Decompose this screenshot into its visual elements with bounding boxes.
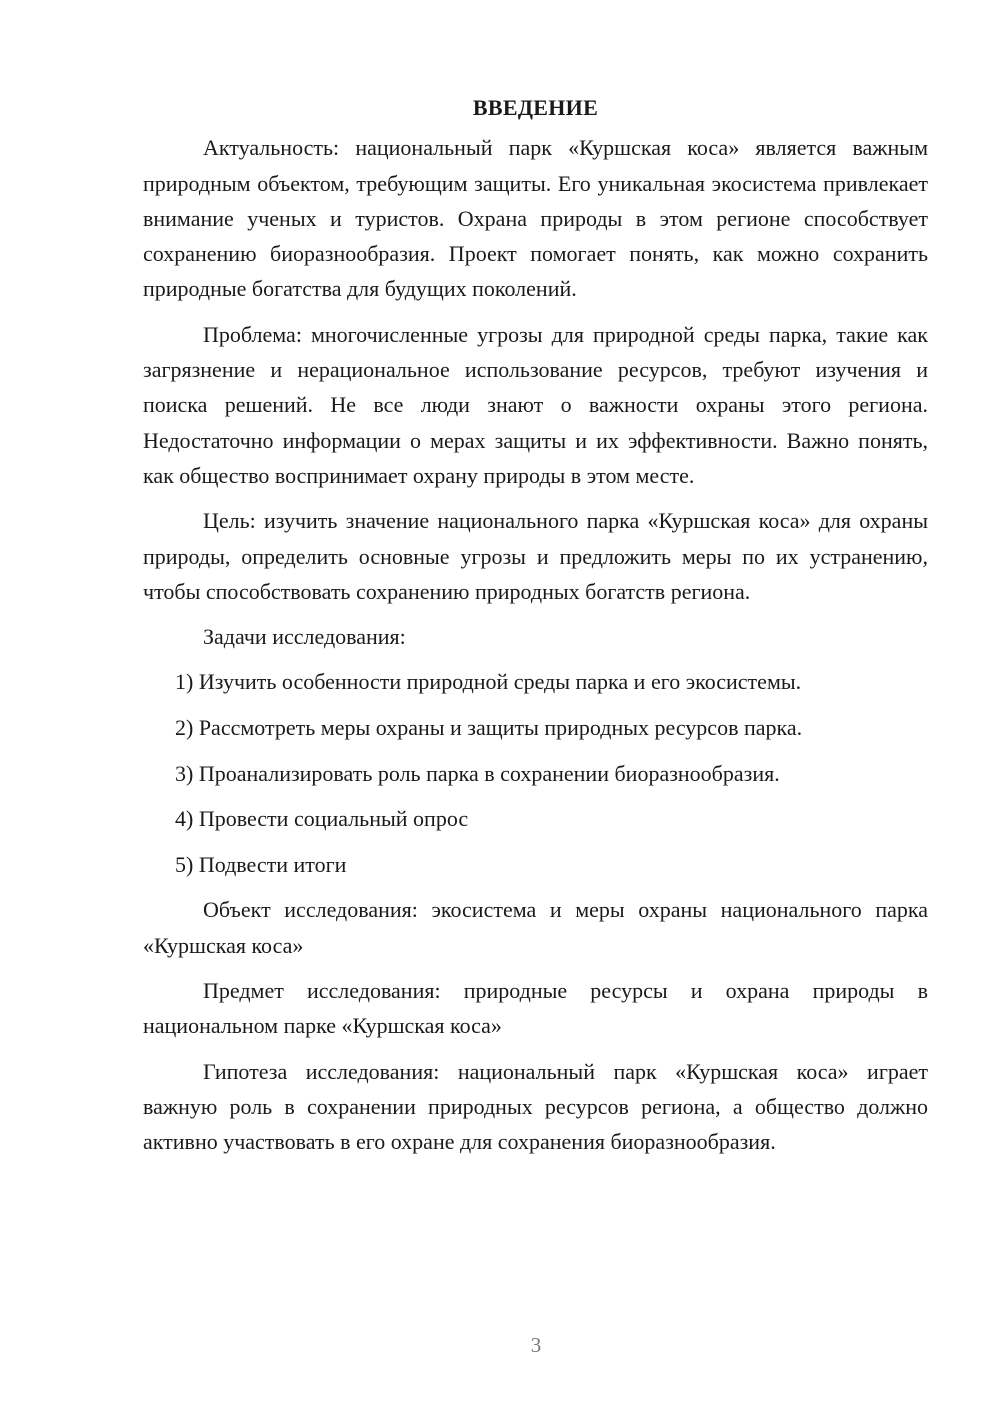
problem-paragraph: Проблема: многочисленные угрозы для природной среды парка, такие как загрязнение и нерациональное использование ресурсов, требуют изучения и поиска решений. Не все люди знают о важности охраны этого региона. Недостаточно информации о мерах защиты и их эффективности. Важно понять, как общество воспринимает охрану природы в этом месте. [143,321,928,488]
tasks-heading: Задачи исследования: [203,624,406,650]
list-item: 4) Провести социальный опрос [175,806,469,832]
hypothesis-paragraph: Гипотеза исследования: национальный парк «Куршская коса» играет важную роль в сохранении природных ресурсов региона, а общество должно активно участвовать в его охране для сохранения биоразнообразия. [143,1058,928,1155]
document-page [143,90,928,1170]
list-item: 2) Рассмотреть меры охраны и защиты природных ресурсов парка. [175,715,803,741]
page-number: 3 [530,1333,542,1357]
subject-paragraph: Предмет исследования: природные ресурсы и охрана природы в национальном парке «Куршская коса» [143,978,928,1039]
relevance-paragraph: Актуальность: национальный парк «Куршская коса» является важным природным объектом, требующим защиты. Его уникальная экосистема привлекает внимание ученых и туристов. Охрана природы в этом регионе способствует сохранению биоразнообразия. Проект помогает понять, как можно сохранить природные богатства для будущих поколений. [143,135,928,302]
object-paragraph: Объект исследования: экосистема и меры охраны национального парка «Куршская коса» [143,897,928,958]
tasks-list [143,664,928,882]
list-item: 5) Подвести итоги [175,851,347,877]
list-item: 1) Изучить особенности природной среды парка и его экосистемы. [175,669,802,695]
page-title: ВВЕДЕНИЕ [472,95,599,120]
list-item: 3) Проанализировать роль парка в сохранении биоразнообразия. [175,760,780,786]
goal-paragraph: Цель: изучить значение национального парка «Куршская коса» для охраны природы, определить основные угрозы и предложить меры по их устранению, чтобы способствовать сохранению природных богатств региона. [143,508,928,604]
